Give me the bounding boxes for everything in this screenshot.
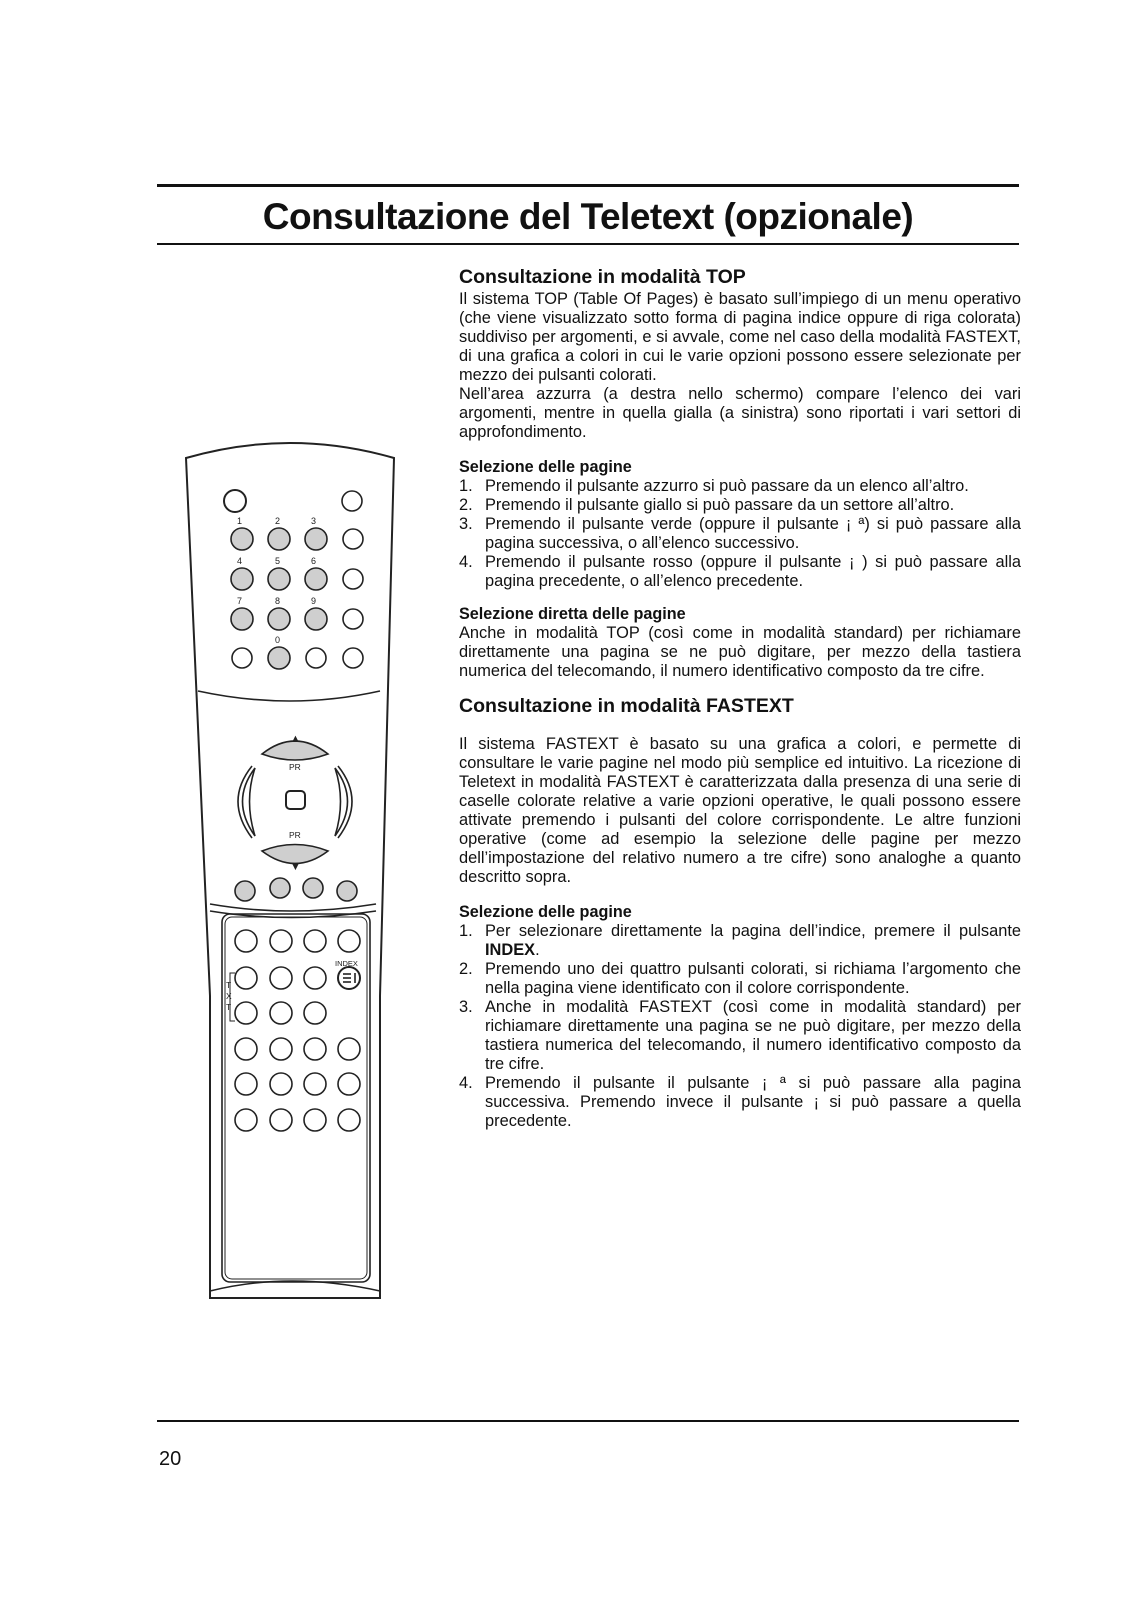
digit-label-1: 1 xyxy=(237,516,243,526)
green-button xyxy=(270,878,290,898)
digit-4-button xyxy=(231,568,253,590)
direct-selection-text: Anche in modalità TOP (così come in modalità standard) per richiamare direttamente una pagina se ne può digitare, per mezzo della tastiera numerica del telecomando, il numero identificativo composto da tre cifre. xyxy=(459,624,1021,680)
index-label: INDEX xyxy=(335,959,358,968)
yellow-button xyxy=(303,878,323,898)
digit-6-button xyxy=(305,568,327,590)
digit-label-7: 7 xyxy=(237,596,243,606)
fastext-steps-list xyxy=(459,922,1021,1131)
red-button xyxy=(235,881,255,901)
remote-control-illustration xyxy=(180,436,400,1306)
top-rule xyxy=(157,184,1019,187)
list-item: 2. Premendo uno dei quattro pulsanti colorati, si richiama l’argomento che nella pagina viene identificato con il colore corrispondente. xyxy=(459,960,1021,997)
digit-8-button xyxy=(268,608,290,630)
top-right-button xyxy=(342,491,362,511)
top-steps-list xyxy=(459,477,1021,591)
fastext-paragraph: Il sistema FASTEXT è basato su una grafica a colori, e permette di consultare le varie pagine nel modo più semplice ed intuitivo. La ricezione di Teletext in modalità FASTEXT è caratterizzata dalla presenza di una serie di caselle colorate relative a varie opzioni operative, le quali possono essere attivate premendo i pulsanti del colore corrispondente. Le altre funzioni operative (come ad esempio la selezione delle pagine per mezzo dell’impostazione del relativo numero a tre cifre) sono analoghe a quanto descritto sopra. xyxy=(459,735,1021,886)
blue-button xyxy=(337,881,357,901)
down-arrow-icon: ▼ xyxy=(290,861,301,873)
subheading-direct-selection: Selezione diretta delle pagine xyxy=(459,605,686,623)
section-heading-top: Consultazione in modalità TOP xyxy=(459,266,746,288)
digit-2-button xyxy=(268,528,290,550)
title-underline xyxy=(157,243,1019,245)
page-number: 20 xyxy=(159,1448,182,1470)
digit-label-2: 2 xyxy=(275,516,281,526)
main-content xyxy=(459,266,1021,1131)
digit-1-button xyxy=(231,528,253,550)
pr-up-label: PR xyxy=(289,762,301,772)
digit-label-4: 4 xyxy=(237,556,243,566)
digit-0-button xyxy=(268,647,290,669)
section-heading-fastext: Consultazione in modalità FASTEXT xyxy=(459,695,794,717)
digit-5-button xyxy=(268,568,290,590)
digit-label-5: 5 xyxy=(275,556,281,566)
footer-rule xyxy=(157,1420,1019,1422)
list-item: 3. Anche in modalità FASTEXT (così come in modalità standard) per richiamare direttamente una pagina se ne può digitare, per mezzo della tastiera numerica del telecomando, il numero identificativo composto da tre cifre. xyxy=(459,998,1021,1073)
subheading-fastext-selection: Selezione delle pagine xyxy=(459,903,632,921)
pr-down-label: PR xyxy=(289,830,301,840)
ok-button xyxy=(286,791,305,809)
list-item: 4. Premendo il pulsante rosso (oppure il pulsante ¡ ) si può passare alla pagina precedente, o all’elenco precedente. xyxy=(459,553,1021,590)
digit-3-button xyxy=(305,528,327,550)
txt-label-x: X xyxy=(226,991,232,1001)
top-paragraph-2: Nell’area azzurra (a destra nello schermo) compare l’elenco dei vari argomenti, mentre in quella gialla (a sinistra) sono riportati i vari settori di approfondimento. xyxy=(459,385,1021,441)
up-arrow-icon: ▲ xyxy=(290,733,301,745)
digit-label-3: 3 xyxy=(311,516,317,526)
list-item: 4. Premendo il pulsante il pulsante ¡ ª si può passare alla pagina successiva. Premendo invece il pulsante ¡ si può passare a quella precedente. xyxy=(459,1074,1021,1130)
txt-label-t1: T xyxy=(226,980,232,990)
power-button xyxy=(224,490,246,512)
list-item: 3. Premendo il pulsante verde (oppure il pulsante ¡ ª) si può passare alla pagina successiva, o all’elenco successivo. xyxy=(459,515,1021,552)
digit-7-button xyxy=(231,608,253,630)
page-title: Consultazione del Teletext (opzionale) xyxy=(262,196,914,237)
digit-label-9: 9 xyxy=(311,596,317,606)
digit-9-button xyxy=(305,608,327,630)
digit-label-8: 8 xyxy=(275,596,281,606)
list-item: 1. Per selezionare direttamente la pagina dell’indice, premere il pulsante INDEX. xyxy=(459,922,1021,959)
index-keyword: INDEX xyxy=(485,941,536,959)
digit-label-0: 0 xyxy=(275,635,281,645)
subheading-page-selection: Selezione delle pagine xyxy=(459,458,632,476)
txt-label-t2: T xyxy=(226,1002,232,1012)
digit-label-6: 6 xyxy=(311,556,317,566)
top-paragraph-1: Il sistema TOP (Table Of Pages) è basato sull’impiego di un menu operativo (che viene visualizzato sotto forma di pagina indice oppure di riga colorata) suddiviso per argomenti, e si avvale, come nel caso della modalità FASTEXT, di una grafica a colori in cui le varie opzioni possono essere selezionate per mezzo dei pulsanti colorati. xyxy=(459,290,1021,384)
list-item: 2. Premendo il pulsante giallo si può passare da un settore all’altro. xyxy=(459,496,955,514)
list-item: 1. Premendo il pulsante azzurro si può passare da un elenco all’altro. xyxy=(459,477,969,495)
